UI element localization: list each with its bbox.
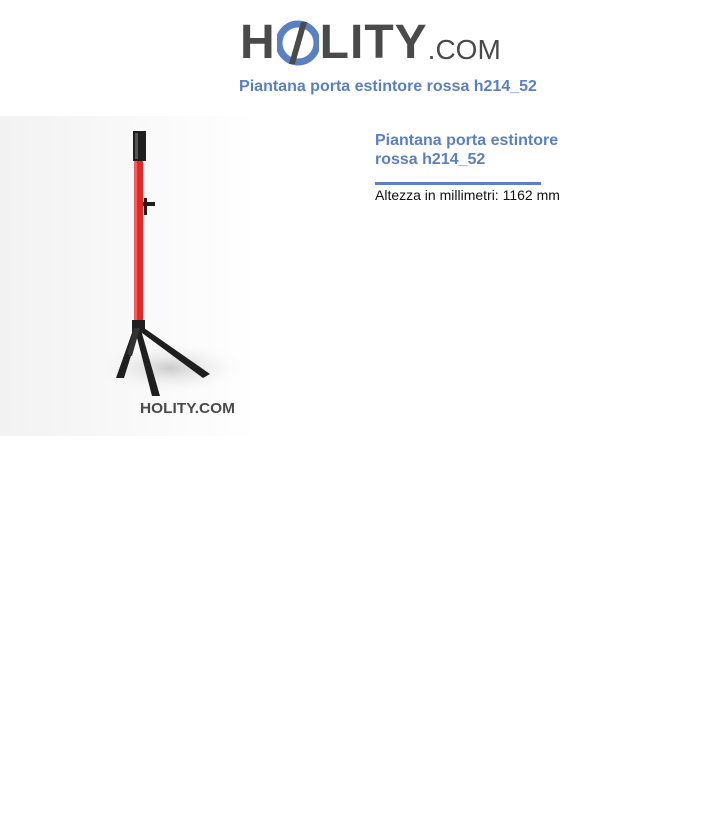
product-name: Piantana porta estintore rossa h214_52: [375, 132, 559, 168]
divider: [375, 182, 541, 185]
logo-dotcom: .COM: [427, 34, 501, 65]
page-title: Piantana porta estintore rossa h214_52: [239, 78, 537, 95]
holity-logo: [240, 8, 501, 69]
product-image: [0, 116, 258, 436]
extinguisher-stand-illustration: [0, 116, 258, 436]
product-details: [375, 131, 675, 203]
logo-o-icon: [277, 20, 319, 66]
spec-value: 1162 mm: [502, 187, 560, 203]
logo-wordmark: H LITY: [240, 16, 428, 69]
spec-label: Altezza in millimetri:: [375, 187, 499, 203]
watermark-text: HOLITY.COM: [140, 400, 235, 417]
product-spec: [375, 187, 675, 203]
